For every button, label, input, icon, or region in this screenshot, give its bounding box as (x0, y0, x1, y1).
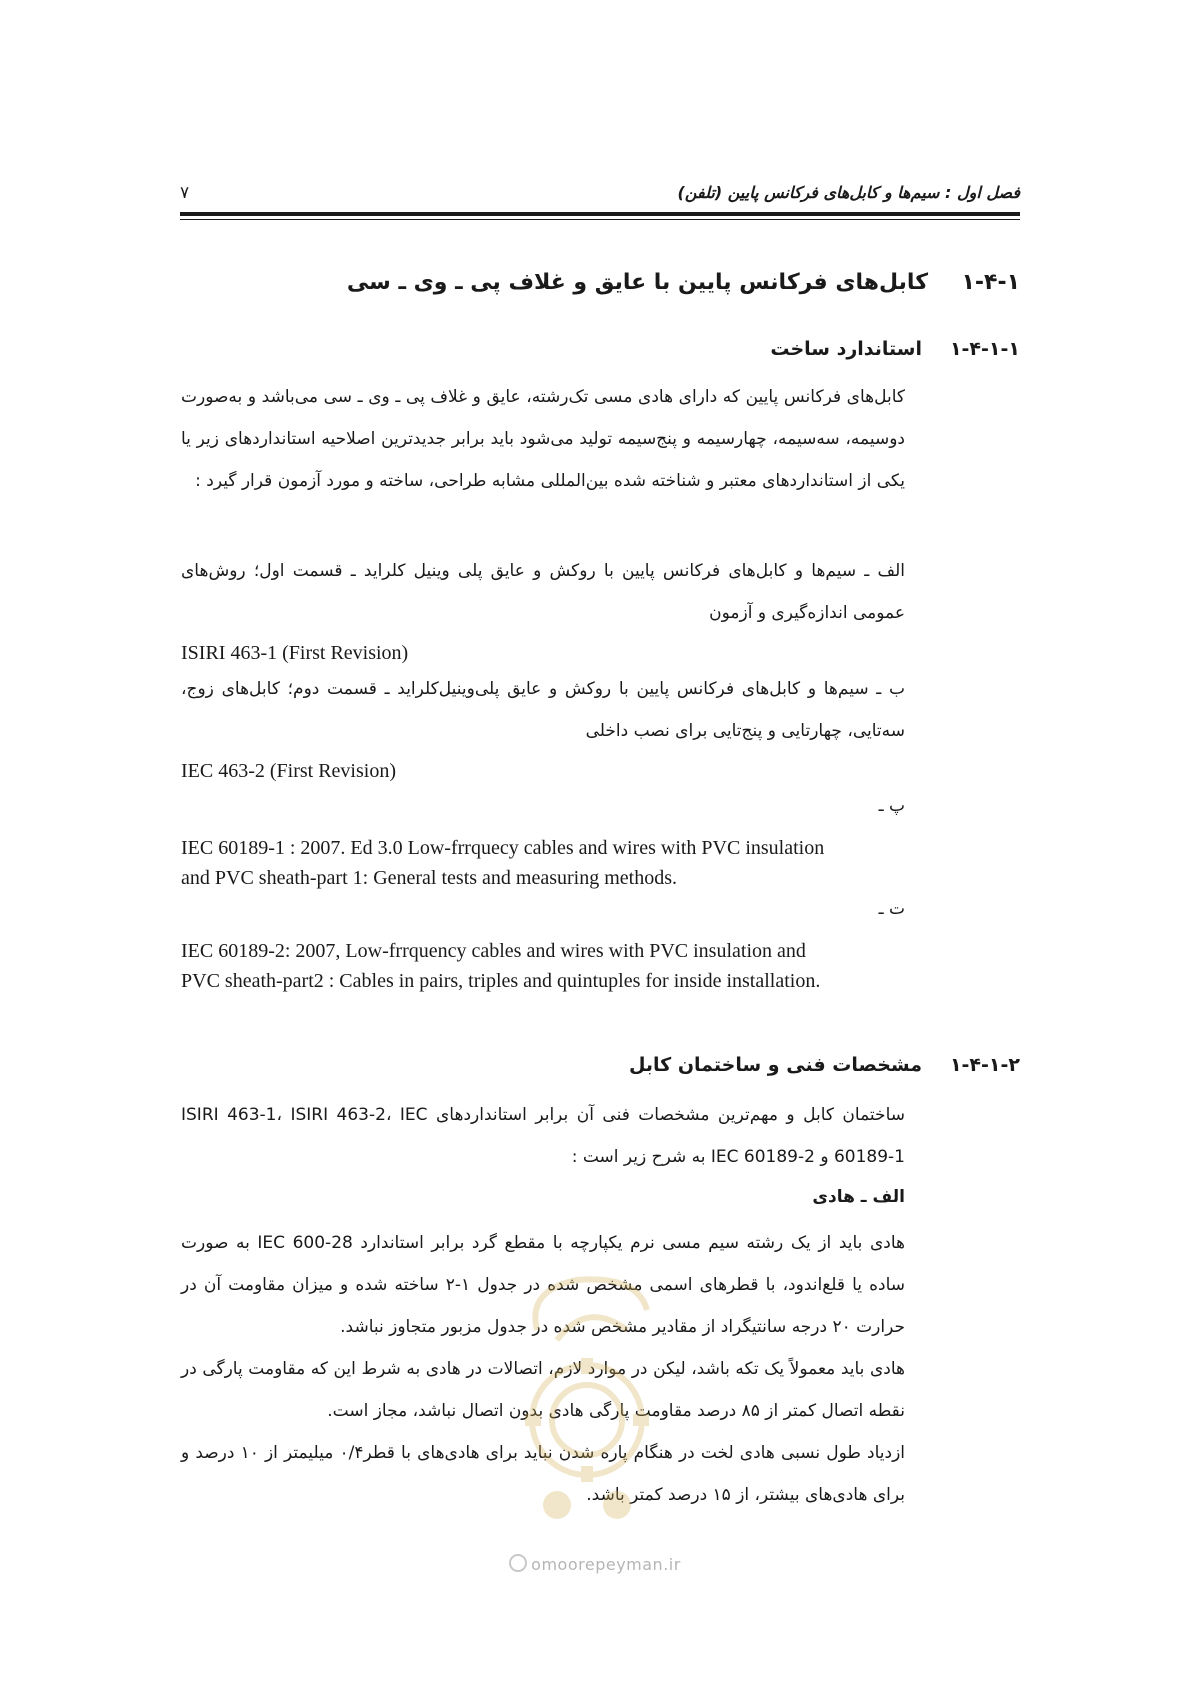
running-title: فصل اول : سیم‌ها و کابل‌های فرکانس پایین (تلفن) (677, 183, 1020, 202)
subsection-number: ۱-۴-۱-۱ (949, 338, 1020, 360)
conductor-paragraph-1: هادی باید از یک رشته سیم مسی نرم یکپارچه با مقطع گرد برابر استاندارد IEC 600-28 به صورت ساده یا قلع‌اندود، با قطرهای اسمی مشخص شده در جدول ۱-۲ ساخته شده و میزان مقاومت آن در حرارت ۲۰ درجه سانتیگراد از مقادیر مشخص شده در جدول مزبور متجاوز نباشد. (181, 1233, 905, 1337)
conductor-paragraph-2: هادی باید معمولاً یک تکه باشد، لیکن در موارد لازم، اتصالات در هادی به شرط این که مقاومت پارگی در نقطه اتصال کمتر از ۸۵ درصد مقاومت پارگی هادی بدون اتصال نباشد، مجاز است. (181, 1359, 905, 1421)
standard-ref-p: IEC 60189-1 : 2007. Ed 3.0 Low-frrquecy cables and wires with PVC insulation and PVC sheath-part 1: General tests and measuring methods. (181, 837, 825, 889)
standard-ref-b: IEC 463-2 (First Revision) (181, 760, 396, 782)
page-number: ۷ (180, 183, 190, 203)
watermark-logo (497, 1270, 677, 1540)
standard-ref-t: IEC 60189-2: 2007, Low-frrquency cables and wires with PVC insulation and PVC sheath-part2 : Cables in pairs, triples and quintuples for inside installation. (181, 940, 821, 992)
standard-item-p-marker: پ ـ (878, 796, 905, 816)
standard-item-t-marker: ت ـ (878, 899, 905, 919)
specs-intro-paragraph: ساختمان کابل و مهم‌ترین مشخصات فنی آن برابر استانداردهای ISIRI 463-1، ISIRI 463-2، IEC 60189-1 و IEC 60189-2 به شرح زیر است : (181, 1105, 905, 1167)
watermark-icon (509, 1554, 527, 1572)
standard-item-a: الف ـ سیم‌ها و کابل‌های فرکانس پایین با روکش و عایق پلی وینیل کلراید ـ قسمت اول؛ روش‌های عمومی اندازه‌گیری و آزمون (181, 561, 905, 623)
subsection-number: ۱-۴-۱-۲ (949, 1054, 1020, 1076)
subsection-title: مشخصات فنی و ساختمان کابل (628, 1054, 922, 1076)
subsection-title: استاندارد ساخت (770, 338, 922, 360)
header-rule-thick (180, 212, 1020, 216)
standard-item-b: ب ـ سیم‌ها و کابل‌های فرکانس پایین با روکش و عایق پلی‌وینیل‌کلراید ـ قسمت دوم؛ کابل‌های زوج، سه‌تایی، چهارتایی و پنج‌تایی برای نصب داخلی (181, 679, 905, 741)
section-number: ۱-۴-۱ (961, 270, 1020, 295)
watermark-site-text: omoorepeyman.ir (531, 1555, 681, 1574)
header-rule-thin (180, 219, 1020, 220)
page-header (180, 183, 1020, 207)
section-title: کابل‌های فرکانس پایین با عایق و غلاف پی ـ وی ـ سی (346, 270, 928, 295)
watermark-site (0, 1554, 1190, 1574)
conductor-paragraph-3: ازدیاد طول نسبی هادی لخت در هنگام پاره شدن نباید برای هادی‌های با قطر۰/۴ میلیمتر از ۱۰ درصد و برای هادی‌های بیشتر، از ۱۵ درصد کمتر باشد. (181, 1443, 906, 1505)
standard-ref-a: ISIRI 463-1 (First Revision) (181, 642, 409, 664)
standards-intro-paragraph: کابل‌های فرکانس پایین که دارای هادی مسی تک‌رشته، عایق و غلاف پی ـ وی ـ سی می‌باشد و به‌صورت دوسیمه، سه‌سیمه، چهارسیمه و پنج‌سیمه تولید می‌شود باید برابر جدیدترین اصلاحیه استانداردهای زیر یا یکی از استانداردهای معتبر و شناخته شده بین‌المللی مشابه طراحی، ساخته و مورد آزمون قرار گیرد : (181, 387, 905, 491)
conductor-heading: الف ـ هادی (812, 1187, 905, 1207)
